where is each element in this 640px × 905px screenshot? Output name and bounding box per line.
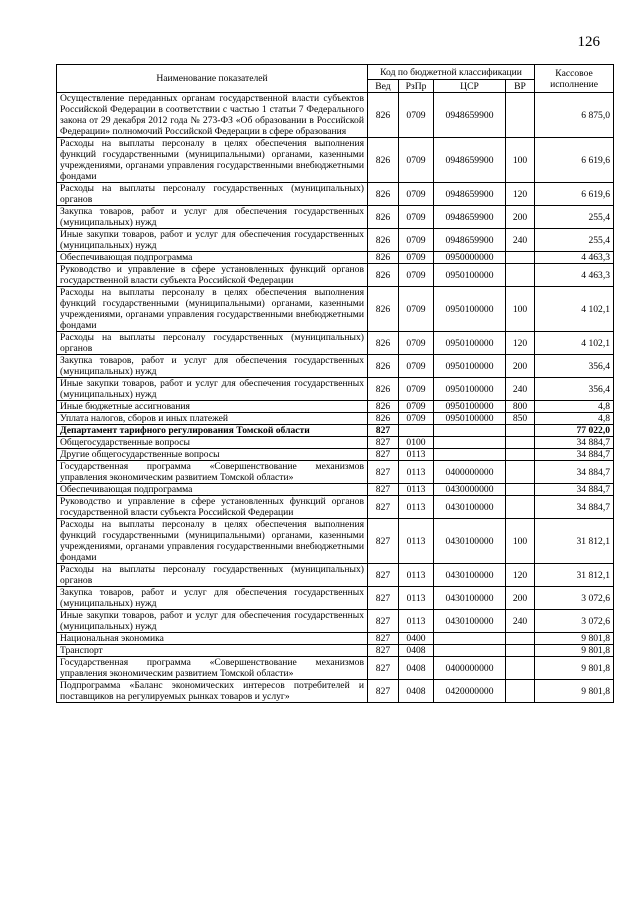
row-vr [506, 496, 535, 519]
row-csr: 0950100000 [434, 332, 506, 355]
row-amount: 255,4 [535, 229, 614, 252]
row-name: Осуществление переданных органам государственной власти субъектов Российской Федерации в соответствии с частью 1 статьи 7 Федерального закона от 29 декабря 2012 года № 273-ФЗ «Об образовании в Российской Федерации» полномочий Российской Федерации в сфере образования [57, 93, 368, 138]
row-ved: 826 [368, 229, 399, 252]
row-name: Расходы на выплаты персоналу государственных (муниципальных) органов [57, 332, 368, 355]
row-amount: 4,8 [535, 413, 614, 425]
row-ved: 826 [368, 401, 399, 413]
row-ved: 826 [368, 332, 399, 355]
table-row [57, 138, 614, 183]
table-row [57, 519, 614, 564]
header-name: Наименование показателей [57, 65, 368, 93]
row-rzpr: 0709 [399, 252, 434, 264]
row-ved: 827 [368, 519, 399, 564]
row-vr: 240 [506, 229, 535, 252]
row-amount: 34 884,7 [535, 437, 614, 449]
row-csr: 0948659900 [434, 229, 506, 252]
row-ved: 827 [368, 645, 399, 657]
table-row [57, 461, 614, 484]
table-row [57, 484, 614, 496]
row-name: Государственная программа «Совершенствование механизмов управления экономическим развитием Томской области» [57, 461, 368, 484]
row-rzpr: 0113 [399, 496, 434, 519]
row-vr: 200 [506, 206, 535, 229]
row-rzpr: 0709 [399, 206, 434, 229]
row-ved: 827 [368, 461, 399, 484]
row-csr: 0950100000 [434, 355, 506, 378]
row-name: Обеспечивающая подпрограмма [57, 252, 368, 264]
table-row [57, 496, 614, 519]
table-row [57, 229, 614, 252]
row-csr [434, 633, 506, 645]
row-name: Уплата налогов, сборов и иных платежей [57, 413, 368, 425]
row-vr [506, 461, 535, 484]
row-vr [506, 425, 535, 437]
table-row [57, 183, 614, 206]
row-amount: 6 619,6 [535, 183, 614, 206]
row-name: Расходы на выплаты персоналу в целях обеспечения выполнения функций государственными (муниципальными) органами, казенными учреждениями, органами управления государственными внебюджетными фондами [57, 519, 368, 564]
table-row [57, 332, 614, 355]
row-name: Иные закупки товаров, работ и услуг для обеспечения государственных (муниципальных) нужд [57, 378, 368, 401]
row-ved: 826 [368, 183, 399, 206]
row-amount: 356,4 [535, 355, 614, 378]
row-name: Подпрограмма «Баланс экономических интересов потребителей и поставщиков на регулируемых рынках товаров и услуг» [57, 680, 368, 703]
row-name: Закупка товаров, работ и услуг для обеспечения государственных (муниципальных) нужд [57, 587, 368, 610]
header-ved: Вед [368, 80, 399, 93]
row-ved: 827 [368, 633, 399, 645]
row-amount: 77 022,0 [535, 425, 614, 437]
table-row [57, 437, 614, 449]
row-csr: 0948659900 [434, 206, 506, 229]
table-row [57, 378, 614, 401]
table-row [57, 252, 614, 264]
row-ved: 826 [368, 206, 399, 229]
row-ved: 826 [368, 355, 399, 378]
row-amount: 34 884,7 [535, 461, 614, 484]
table-row [57, 680, 614, 703]
row-csr: 0950100000 [434, 413, 506, 425]
row-vr [506, 645, 535, 657]
row-vr: 850 [506, 413, 535, 425]
row-csr [434, 425, 506, 437]
row-vr: 120 [506, 332, 535, 355]
row-name: Расходы на выплаты персоналу государственных (муниципальных) органов [57, 564, 368, 587]
row-rzpr [399, 425, 434, 437]
row-ved: 827 [368, 680, 399, 703]
row-amount: 9 801,8 [535, 680, 614, 703]
row-rzpr: 0709 [399, 264, 434, 287]
row-ved: 826 [368, 264, 399, 287]
row-csr [434, 437, 506, 449]
row-rzpr: 0408 [399, 645, 434, 657]
row-name: Расходы на выплаты персоналу государственных (муниципальных) органов [57, 183, 368, 206]
row-vr [506, 657, 535, 680]
row-name: Закупка товаров, работ и услуг для обеспечения государственных (муниципальных) нужд [57, 355, 368, 378]
row-amount: 34 884,7 [535, 449, 614, 461]
row-vr [506, 437, 535, 449]
row-amount: 31 812,1 [535, 564, 614, 587]
row-name: Обеспечивающая подпрограмма [57, 484, 368, 496]
table-row [57, 564, 614, 587]
row-amount: 6 875,0 [535, 93, 614, 138]
row-csr: 0948659900 [434, 138, 506, 183]
row-csr [434, 645, 506, 657]
header-rzpr: РзПр [399, 80, 434, 93]
row-amount: 255,4 [535, 206, 614, 229]
row-amount: 34 884,7 [535, 496, 614, 519]
row-amount: 6 619,6 [535, 138, 614, 183]
table-row [57, 633, 614, 645]
row-ved: 827 [368, 484, 399, 496]
row-rzpr: 0113 [399, 564, 434, 587]
row-rzpr: 0408 [399, 657, 434, 680]
row-vr: 240 [506, 378, 535, 401]
header-amount: Кассовое исполнение [535, 65, 614, 93]
row-rzpr: 0709 [399, 355, 434, 378]
header-csr: ЦСР [434, 80, 506, 93]
header-code-group: Код по бюджетной классификации [368, 65, 535, 80]
row-amount: 4 463,3 [535, 264, 614, 287]
row-rzpr: 0113 [399, 610, 434, 633]
table-row [57, 413, 614, 425]
row-amount: 9 801,8 [535, 633, 614, 645]
row-name: Другие общегосударственные вопросы [57, 449, 368, 461]
row-rzpr: 0709 [399, 287, 434, 332]
row-csr: 0948659900 [434, 93, 506, 138]
row-ved: 827 [368, 610, 399, 633]
row-csr: 0400000000 [434, 461, 506, 484]
row-rzpr: 0100 [399, 437, 434, 449]
table-row [57, 610, 614, 633]
row-csr: 0950100000 [434, 401, 506, 413]
table-row [57, 206, 614, 229]
row-name: Руководство и управление в сфере установленных функций органов государственной власти субъекта Российской Федерации [57, 264, 368, 287]
row-ved: 826 [368, 287, 399, 332]
row-name: Закупка товаров, работ и услуг для обеспечения государственных (муниципальных) нужд [57, 206, 368, 229]
row-name: Транспорт [57, 645, 368, 657]
row-name: Департамент тарифного регулирования Томской области [57, 425, 368, 437]
row-ved: 827 [368, 425, 399, 437]
row-ved: 826 [368, 413, 399, 425]
row-csr: 0430100000 [434, 564, 506, 587]
row-rzpr: 0113 [399, 587, 434, 610]
row-amount: 4 463,3 [535, 252, 614, 264]
row-rzpr: 0408 [399, 680, 434, 703]
row-ved: 827 [368, 437, 399, 449]
row-rzpr: 0113 [399, 519, 434, 564]
row-amount: 4,8 [535, 401, 614, 413]
budget-execution-table [56, 64, 614, 703]
table-row [57, 287, 614, 332]
row-ved: 827 [368, 657, 399, 680]
row-vr [506, 93, 535, 138]
row-rzpr: 0709 [399, 378, 434, 401]
row-csr: 0400000000 [434, 657, 506, 680]
row-amount: 34 884,7 [535, 484, 614, 496]
row-name: Иные закупки товаров, работ и услуг для обеспечения государственных (муниципальных) нужд [57, 610, 368, 633]
row-ved: 826 [368, 138, 399, 183]
row-csr: 0950000000 [434, 252, 506, 264]
page-number: 126 [577, 34, 600, 50]
row-rzpr: 0709 [399, 138, 434, 183]
row-csr: 0950100000 [434, 378, 506, 401]
row-vr [506, 449, 535, 461]
row-ved: 826 [368, 378, 399, 401]
row-name: Государственная программа «Совершенствование механизмов управления экономическим развитием Томской области» [57, 657, 368, 680]
row-vr [506, 484, 535, 496]
row-name: Руководство и управление в сфере установленных функций органов государственной власти субъекта Российской Федерации [57, 496, 368, 519]
row-ved: 827 [368, 564, 399, 587]
row-vr: 240 [506, 610, 535, 633]
row-rzpr: 0113 [399, 449, 434, 461]
table-row [57, 587, 614, 610]
header-vr: ВР [506, 80, 535, 93]
row-vr: 800 [506, 401, 535, 413]
row-amount: 356,4 [535, 378, 614, 401]
row-ved: 827 [368, 496, 399, 519]
row-csr: 0950100000 [434, 264, 506, 287]
row-rzpr: 0709 [399, 332, 434, 355]
row-vr [506, 633, 535, 645]
row-csr: 0420000000 [434, 680, 506, 703]
row-amount: 9 801,8 [535, 645, 614, 657]
row-ved: 827 [368, 449, 399, 461]
row-rzpr: 0709 [399, 93, 434, 138]
row-name: Общегосударственные вопросы [57, 437, 368, 449]
table-row [57, 657, 614, 680]
row-vr: 200 [506, 587, 535, 610]
row-rzpr: 0709 [399, 413, 434, 425]
row-csr [434, 449, 506, 461]
row-csr: 0430100000 [434, 496, 506, 519]
row-csr: 0948659900 [434, 183, 506, 206]
row-csr: 0950100000 [434, 287, 506, 332]
row-csr: 0430100000 [434, 610, 506, 633]
row-rzpr: 0709 [399, 183, 434, 206]
row-amount: 3 072,6 [535, 610, 614, 633]
table-row [57, 401, 614, 413]
table-row [57, 425, 614, 437]
row-vr: 200 [506, 355, 535, 378]
row-vr: 100 [506, 519, 535, 564]
row-ved: 826 [368, 252, 399, 264]
table-body [57, 93, 614, 703]
row-name: Расходы на выплаты персоналу в целях обеспечения выполнения функций государственными (муниципальными) органами, казенными учреждениями, органами управления государственными внебюджетными фондами [57, 287, 368, 332]
row-rzpr: 0709 [399, 401, 434, 413]
row-vr: 120 [506, 564, 535, 587]
row-rzpr: 0113 [399, 461, 434, 484]
row-csr: 0430100000 [434, 519, 506, 564]
row-ved: 826 [368, 93, 399, 138]
row-name: Иные закупки товаров, работ и услуг для обеспечения государственных (муниципальных) нужд [57, 229, 368, 252]
row-vr [506, 264, 535, 287]
row-rzpr: 0400 [399, 633, 434, 645]
row-amount: 4 102,1 [535, 287, 614, 332]
table-row [57, 264, 614, 287]
row-vr [506, 252, 535, 264]
table-row [57, 645, 614, 657]
row-vr: 100 [506, 138, 535, 183]
row-rzpr: 0709 [399, 229, 434, 252]
row-csr: 0430000000 [434, 484, 506, 496]
row-amount: 3 072,6 [535, 587, 614, 610]
row-name: Национальная экономика [57, 633, 368, 645]
row-amount: 31 812,1 [535, 519, 614, 564]
table-row [57, 449, 614, 461]
table-row [57, 93, 614, 138]
row-vr [506, 680, 535, 703]
row-vr: 120 [506, 183, 535, 206]
row-csr: 0430100000 [434, 587, 506, 610]
row-amount: 4 102,1 [535, 332, 614, 355]
row-ved: 827 [368, 587, 399, 610]
row-name: Расходы на выплаты персоналу в целях обеспечения выполнения функций государственными (муниципальными) органами, казенными учреждениями, органами управления государственными внебюджетными фондами [57, 138, 368, 183]
row-rzpr: 0113 [399, 484, 434, 496]
row-name: Иные бюджетные ассигнования [57, 401, 368, 413]
table-row [57, 355, 614, 378]
row-amount: 9 801,8 [535, 657, 614, 680]
row-vr: 100 [506, 287, 535, 332]
